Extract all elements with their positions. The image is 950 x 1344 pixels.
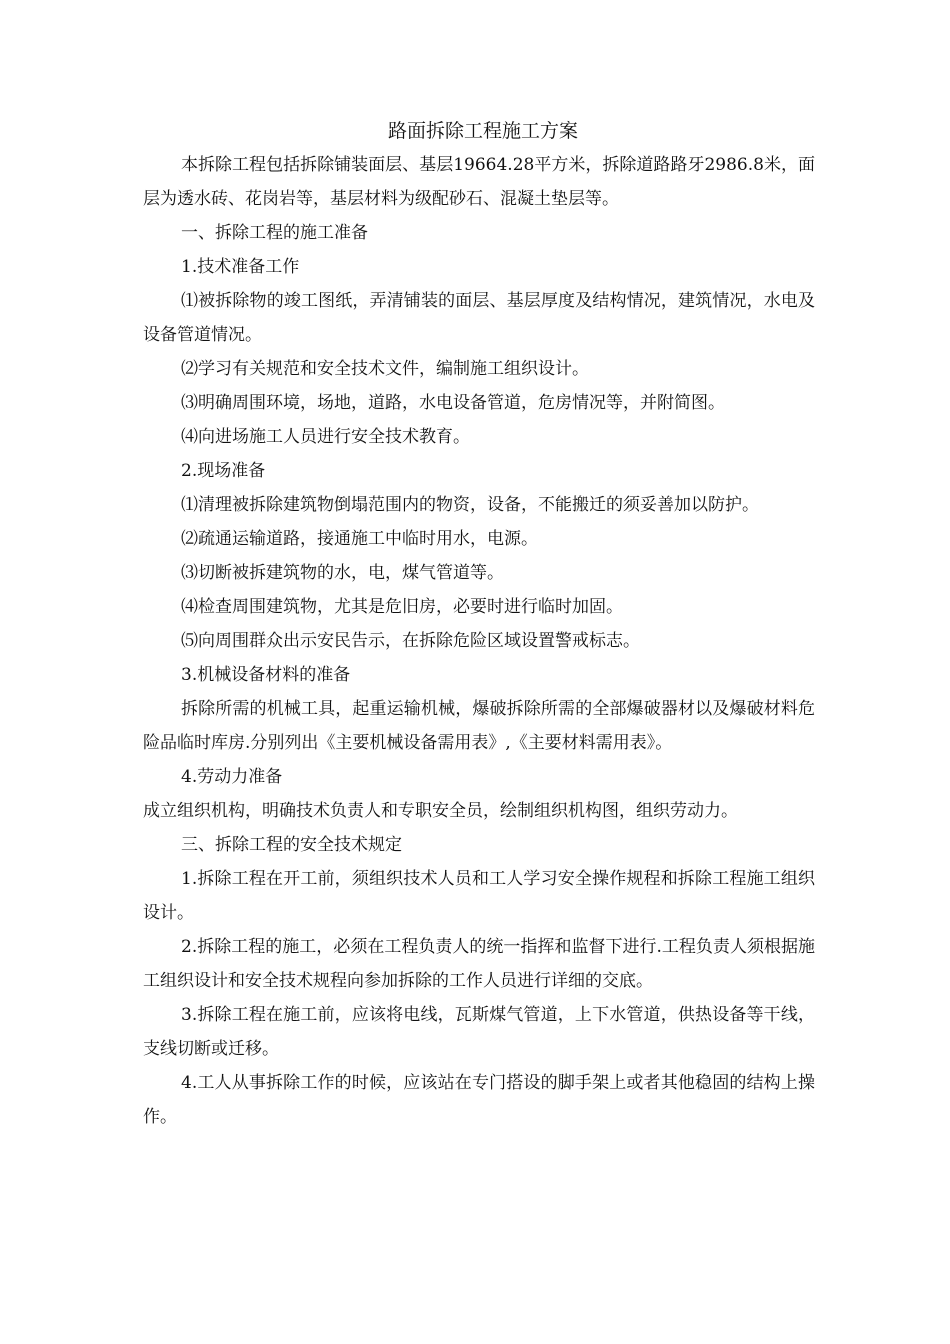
document-body [143, 114, 815, 1134]
subheading-technical-prep: 1.技术准备工作 [181, 257, 300, 277]
list-item: ⑴清理被拆除建筑物倒塌范围内的物资，设备，不能搬迁的须妥善加以防护。 [181, 495, 759, 515]
list-item: ⑵学习有关规范和安全技术文件，编制施工组织设计。 [181, 359, 589, 379]
document-title: 路面拆除工程施工方案 [387, 120, 578, 142]
list-item: ⑷向进场施工人员进行安全技术教育。 [181, 427, 470, 447]
list-item: ⑴被拆除物的竣工图纸，弄清铺装的面层、基层厚度及结构情况，建筑情况，水电及设备管道情况。 [143, 291, 815, 345]
list-item: ⑵疏通运输道路，接通施工中临时用水，电源。 [181, 529, 538, 549]
intro-paragraph: 本拆除工程包括拆除铺装面层、基层19664.28平方米，拆除道路路牙2986.8米，面层为透水砖、花岗岩等，基层材料为级配砂石、混凝土垫层等。 [143, 155, 815, 209]
list-item: 2.拆除工程的施工，必须在工程负责人的统一指挥和监督下进行.工程负责人须根据施工组织设计和安全技术规程向参加拆除的工作人员进行详细的交底。 [143, 937, 815, 991]
list-item: ⑶明确周围环境，场地，道路，水电设备管道，危房情况等，并附简图。 [181, 393, 725, 413]
subheading-site-prep: 2.现场准备 [181, 461, 266, 481]
subheading-equipment-prep: 3.机械设备材料的准备 [181, 665, 351, 685]
section-heading-safety: 三、拆除工程的安全技术规定 [181, 835, 402, 855]
list-item: ⑷检查周围建筑物，尤其是危旧房，必要时进行临时加固。 [181, 597, 623, 617]
body-paragraph: 成立组织机构，明确技术负责人和专职安全员，绘制组织机构图，组织劳动力。 [143, 801, 738, 821]
list-item: 4.工人从事拆除工作的时候，应该站在专门搭设的脚手架上或者其他稳固的结构上操作。 [143, 1073, 815, 1127]
body-paragraph: 拆除所需的机械工具，起重运输机械，爆破拆除所需的全部爆破器材以及爆破材料危险品临时库房.分别列出《主要机械设备需用表》,《主要材料需用表》。 [143, 699, 815, 753]
list-item: ⑶切断被拆建筑物的水，电，煤气管道等。 [181, 563, 504, 583]
subheading-labor-prep: 4.劳动力准备 [181, 767, 283, 787]
section-heading-prep: 一、拆除工程的施工准备 [181, 223, 368, 243]
list-item: 3.拆除工程在施工前，应该将电线，瓦斯煤气管道，上下水管道，供热设备等干线，支线切断或迁移。 [143, 1005, 815, 1059]
list-item: ⑸向周围群众出示安民告示，在拆除危险区域设置警戒标志。 [181, 631, 640, 651]
list-item: 1.拆除工程在开工前，须组织技术人员和工人学习安全操作规程和拆除工程施工组织设计。 [143, 869, 815, 923]
